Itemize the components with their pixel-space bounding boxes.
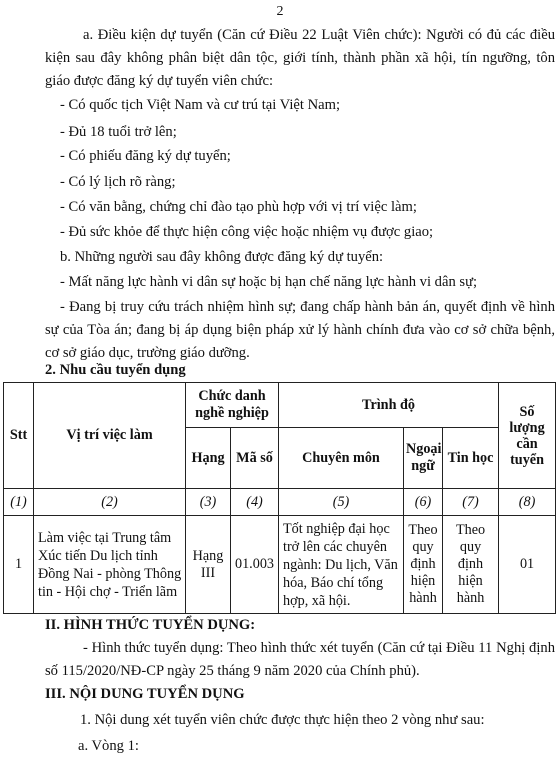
- column-number: (4): [231, 489, 279, 516]
- cell-code: 01.003: [231, 516, 279, 614]
- recruitment-table: [3, 382, 556, 614]
- ineligible-item: - Mất năng lực hành vi dân sự hoặc bị hạn chế năng lực hành vi dân sự;: [60, 274, 478, 290]
- cell-position: Làm việc tại Trung tâm Xúc tiến Du lịch tỉnh Đồng Nai - phòng Thông tin - Hội chợ - Triển lãm: [34, 516, 186, 614]
- heading-recruitment-content: III. NỘI DUNG TUYỂN DỤNG: [45, 686, 245, 702]
- column-number: (1): [4, 489, 34, 516]
- header-position: Vị trí việc làm: [34, 383, 186, 489]
- heading-recruitment-needs: 2. Nhu cầu tuyển dụng: [45, 362, 186, 378]
- cell-quantity: 01: [499, 516, 556, 614]
- header-qualification: Trình độ: [279, 383, 499, 428]
- cell-specialty: Tốt nghiệp đại học trở lên các chuyên ngành: Du lịch, Văn hóa, Báo chí tổng hợp, xã hội.: [279, 516, 404, 614]
- cell-rank: Hạng III: [186, 516, 231, 614]
- recruitment-content-text: 1. Nội dung xét tuyển viên chức được thực hiện theo 2 vòng như sau:: [80, 712, 485, 728]
- cell-it-skills: Theo quy định hiện hành: [443, 516, 499, 614]
- column-number: (8): [499, 489, 556, 516]
- header-code: Mã số: [231, 428, 279, 489]
- table-row: [4, 516, 556, 614]
- cell-stt: 1: [4, 516, 34, 614]
- cell-foreign-language: Theo quy định hiện hành: [404, 516, 443, 614]
- eligibility-item: - Có phiếu đăng ký dự tuyển;: [60, 148, 231, 164]
- column-number: (7): [443, 489, 499, 516]
- column-number: (5): [279, 489, 404, 516]
- eligibility-item: - Có lý lịch rõ ràng;: [60, 174, 176, 190]
- heading-recruitment-form: II. HÌNH THỨC TUYỂN DỤNG:: [45, 617, 256, 633]
- header-stt: Stt: [4, 383, 34, 489]
- header-it-skills: Tin học: [443, 428, 499, 489]
- header-foreign-language: Ngoại ngữ: [404, 428, 443, 489]
- eligibility-item: - Đủ 18 tuổi trở lên;: [60, 124, 177, 140]
- eligibility-item: - Có quốc tịch Việt Nam và cư trú tại Việt Nam;: [60, 97, 340, 113]
- header-specialty: Chuyên môn: [279, 428, 404, 489]
- eligibility-intro: a. Điều kiện dự tuyển (Căn cứ Điều 22 Luật Viên chức): Người có đủ các điều kiện sau đây không phân biệt dân tộc, giới tính, thành phần xã hội, tín ngưỡng, tôn giáo được đăng ký dự tuyển viên chức:: [45, 27, 555, 89]
- eligibility-item: - Đủ sức khỏe để thực hiện công việc hoặc nhiệm vụ được giao;: [60, 224, 434, 240]
- header-quantity: Số lượng cần tuyển: [499, 383, 556, 489]
- page-number: 2: [276, 4, 284, 19]
- column-number: (2): [34, 489, 186, 516]
- column-number: (6): [404, 489, 443, 516]
- recruitment-form-text: - Hình thức tuyển dụng: Theo hình thức xét tuyển (Căn cứ tại Điều 11 Nghị định số 115/2020/NĐ-CP ngày 25 tháng 9 năm 2020 của Chính phủ).: [45, 640, 555, 679]
- header-professional-title: Chức danh nghề nghiệp: [186, 383, 279, 428]
- eligibility-item: - Có văn bằng, chứng chỉ đào tạo phù hợp với vị trí việc làm;: [60, 199, 417, 215]
- round-1-label: a. Vòng 1:: [78, 738, 139, 754]
- column-number: (3): [186, 489, 231, 516]
- header-rank: Hạng: [186, 428, 231, 489]
- ineligible-intro: b. Những người sau đây không được đăng ký dự tuyển:: [60, 249, 384, 265]
- ineligible-item: - Đang bị truy cứu trách nhiệm hình sự; đang chấp hành bản án, quyết định về hình sự của Tòa án; đang bị áp dụng biện pháp xử lý hành chính đưa vào cơ sở chữa bệnh, cơ sở giáo dục, trường giáo dưỡng.: [45, 299, 555, 361]
